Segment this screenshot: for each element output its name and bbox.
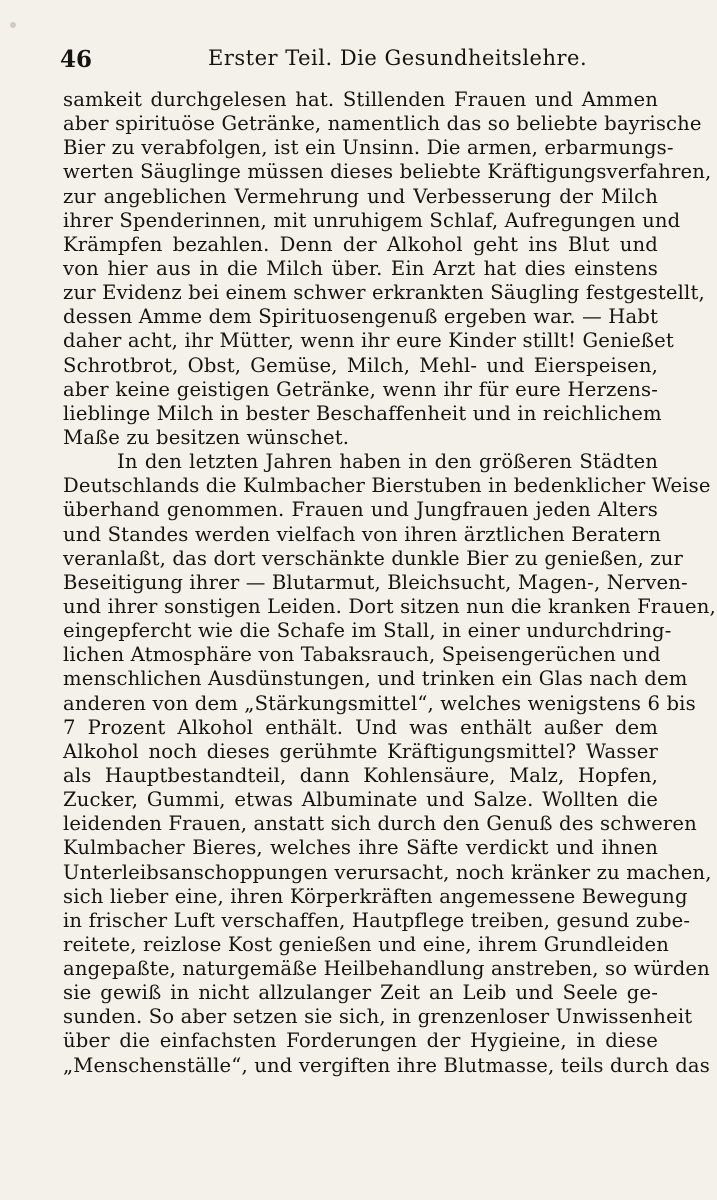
text-line: Kulmbacher Bieres, welches ihre Säfte verdickt und ihnen: [63, 836, 658, 860]
text-line: Deutschlands die Kulmbacher Bierstuben in bedenklicher Weise: [63, 474, 711, 498]
text-line: Schrotbrot, Obst, Gemüse, Milch, Mehl- und Eierspeisen,: [63, 353, 658, 377]
text-line: 7 Prozent Alkohol enthält. Und was enthält außer dem: [63, 715, 658, 739]
paragraph-end-line: Maße zu besitzen wünschet.: [63, 425, 350, 449]
text-line: als Hauptbestandteil, dann Kohlensäure, Malz, Hopfen,: [63, 763, 658, 787]
text-line: in frischer Luft verschaffen, Hautpflege treiben, gesund zube-: [63, 908, 691, 932]
text-line: daher acht, ihr Mütter, wenn ihr eure Kinder stillt! Genießet: [63, 329, 674, 353]
page-header: [58, 44, 658, 74]
text-line: zur angeblichen Vermehrung und Verbesserung der Milch: [63, 184, 658, 208]
text-line: samkeit durchgelesen hat. Stillenden Frauen und Ammen: [63, 88, 658, 111]
text-line: angepaßte, naturgemäße Heilbehandlung anstreben, so würden: [63, 957, 710, 981]
text-line: Beseitigung ihrer — Blutarmut, Bleichsucht, Magen-, Nerven-: [63, 570, 688, 594]
running-head: Erster Teil. Die Gesundheitslehre.: [208, 46, 588, 70]
text-line: Alkohol noch dieses gerühmte Kräftigungsmittel? Wasser: [63, 739, 658, 763]
text-line: überhand genommen. Frauen und Jungfrauen jeden Alters: [63, 498, 658, 522]
text-line: sunden. So aber setzen sie sich, in grenzenloser Unwissenheit: [63, 1005, 693, 1029]
text-line: und ihrer sonstigen Leiden. Dort sitzen nun die kranken Frauen,: [63, 594, 716, 618]
paragraph-start-line: In den letzten Jahren haben in den größeren Städten: [117, 450, 658, 474]
text-line: Krämpfen bezahlen. Denn der Alkohol geht ins Blut und: [63, 232, 658, 256]
text-line: sie gewiß in nicht allzulanger Zeit an Leib und Seele ge-: [63, 981, 658, 1005]
page-number: 46: [60, 46, 93, 73]
text-line: anderen von dem „Stärkungsmittel“, welches wenigstens 6 bis: [63, 691, 696, 715]
text-line: Bier zu verabfolgen, ist ein Unsinn. Die armen, erbarmungs-: [63, 136, 674, 160]
text-line: werten Säuglinge müssen dieses beliebte Kräftigungsverfahren,: [63, 160, 712, 184]
text-line: leidenden Frauen, anstatt sich durch den Genuß des schweren: [63, 812, 697, 836]
body-text: [63, 88, 716, 1078]
text-line: und Standes werden vielfach von ihren ärztlichen Beratern: [63, 522, 661, 546]
text-line: aber keine geistigen Getränke, wenn ihr für eure Herzens-: [63, 377, 658, 401]
text-line: Unterleibsanschoppungen verursacht, noch kränker zu machen,: [63, 860, 712, 884]
text-line: Zucker, Gummi, etwas Albuminate und Salze. Wollten die: [63, 788, 658, 812]
text-line: veranlaßt, das dort verschänkte dunkle Bier zu genießen, zur: [63, 546, 684, 570]
text-line: zur Evidenz bei einem schwer erkrankten Säugling festgestellt,: [63, 281, 705, 305]
page-speck: [10, 22, 16, 28]
text-line: „Menschenställe“, und vergiften ihre Blutmasse, teils durch das: [63, 1053, 710, 1077]
text-line: über die einfachsten Forderungen der Hygieine, in diese: [63, 1029, 658, 1053]
text-line: lichen Atmosphäre von Tabaksrauch, Speisengerüchen und: [63, 643, 661, 667]
text-line: sich lieber eine, ihren Körperkräften angemessene Bewegung: [63, 884, 688, 908]
text-line: lieblinge Milch in bester Beschaffenheit und in reichlichem: [63, 401, 662, 425]
text-line: von hier aus in die Milch über. Ein Arzt hat dies einstens: [63, 256, 658, 280]
text-line: menschlichen Ausdünstungen, und trinken ein Glas nach dem: [63, 667, 688, 691]
text-line: reitete, reizlose Kost genießen und eine, ihrem Grundleiden: [63, 932, 670, 956]
text-line: dessen Amme dem Spirituosengenuß ergeben war. — Habt: [63, 305, 658, 329]
text-line: eingepfercht wie die Schafe im Stall, in einer undurchdring-: [63, 619, 672, 643]
text-line: aber spirituöse Getränke, namentlich das so beliebte bayrische: [63, 112, 702, 136]
text-line: ihrer Spenderinnen, mit unruhigem Schlaf, Aufregungen und: [63, 208, 681, 232]
